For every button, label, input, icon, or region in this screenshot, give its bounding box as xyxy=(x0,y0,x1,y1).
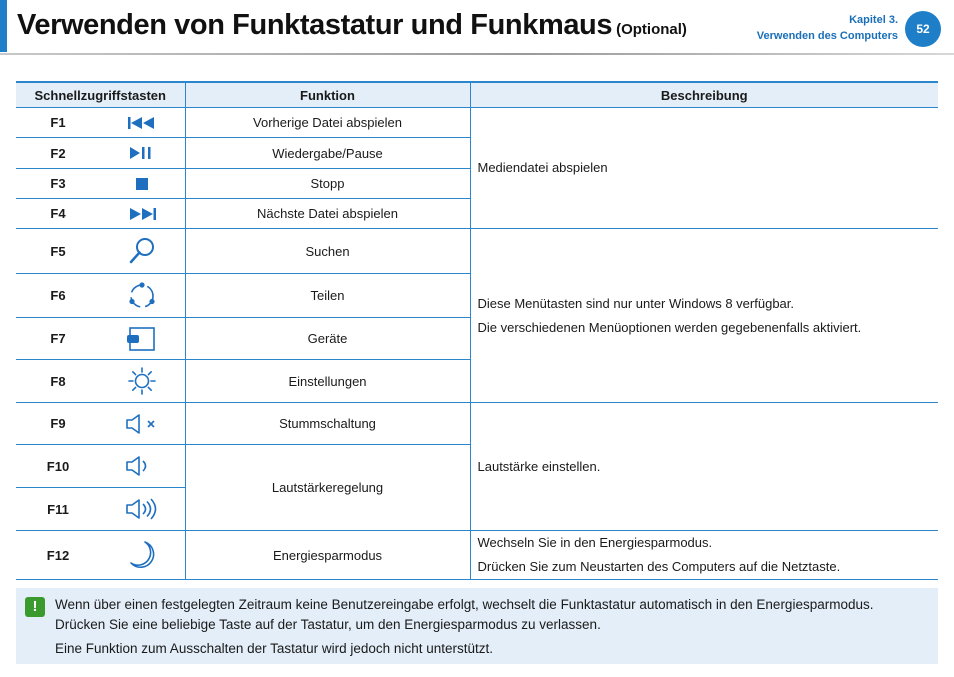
description-media xyxy=(470,108,938,229)
search-icon xyxy=(100,229,185,274)
column-header-description: Beschreibung xyxy=(470,82,938,108)
page-title xyxy=(17,9,687,42)
function-cell: Energiesparmodus xyxy=(185,531,470,580)
key-label: F8 xyxy=(16,360,100,403)
description-line: Diese Menütasten sind nur unter Windows 8 verfügbar. xyxy=(477,295,795,311)
stop-icon xyxy=(100,169,185,199)
key-label: F10 xyxy=(16,445,100,488)
play-pause-icon xyxy=(100,138,185,169)
function-cell: Vorherige Datei abspielen xyxy=(185,108,470,138)
description-line: Drücken Sie zum Neustarten des Computers auf die Netztaste. xyxy=(477,559,841,574)
key-label: F1 xyxy=(16,108,100,138)
table-row xyxy=(16,108,938,138)
function-cell: Einstellungen xyxy=(185,360,470,403)
volume-up-icon xyxy=(100,488,185,531)
function-cell: Teilen xyxy=(185,274,470,318)
description-line: Lautstärke einstellen. xyxy=(477,458,601,474)
key-label: F7 xyxy=(16,318,100,360)
chapter-label: Kapitel 3. xyxy=(849,14,898,26)
key-label: F4 xyxy=(16,199,100,229)
page-title-suffix: (Optional) xyxy=(616,21,687,38)
note-box xyxy=(16,588,938,664)
function-key-table xyxy=(16,81,938,580)
function-cell: Wiedergabe/Pause xyxy=(185,138,470,169)
devices-icon xyxy=(100,318,185,360)
settings-icon xyxy=(100,360,185,403)
table-header-row xyxy=(16,82,938,108)
note-line: Wenn über einen festgelegten Zeitraum keine Benutzereingabe erfolgt, wechselt die Funktastatur automatisch in den Energiesparmodus. Drücken Sie eine beliebige Taste auf der Tastatur, um den Energiesparmodus zu verlassen. xyxy=(55,597,874,632)
page-title-text: Verwenden von Funktastatur und Funkmaus xyxy=(17,9,613,41)
column-header-function: Funktion xyxy=(185,82,470,108)
mute-icon xyxy=(100,403,185,445)
description-menu xyxy=(470,229,938,403)
function-cell: Stopp xyxy=(185,169,470,199)
table-row xyxy=(16,229,938,274)
volume-down-icon xyxy=(100,445,185,488)
chapter-name: Verwenden des Computers xyxy=(756,30,898,42)
key-label: F6 xyxy=(16,274,100,318)
header-divider xyxy=(0,53,954,55)
moon-icon xyxy=(100,531,185,580)
page-number-badge: 52 xyxy=(905,11,941,47)
key-label: F9 xyxy=(16,403,100,445)
function-cell: Nächste Datei abspielen xyxy=(185,199,470,229)
header-accent-bar xyxy=(0,0,7,52)
note-text xyxy=(55,595,925,659)
description-volume xyxy=(470,403,938,531)
note-line: Eine Funktion zum Ausschalten der Tastatur wird jedoch nicht unterstützt. xyxy=(55,641,493,656)
description-sleep xyxy=(470,531,938,580)
key-label: F2 xyxy=(16,138,100,169)
next-track-icon xyxy=(100,199,185,229)
description-line: Mediendatei abspielen xyxy=(477,160,608,175)
function-cell: Lautstärkeregelung xyxy=(185,445,470,531)
share-icon xyxy=(100,274,185,318)
exclamation-icon: ! xyxy=(25,597,45,617)
description-line: Die verschiedenen Menüoptionen werden gegebenenfalls aktiviert. xyxy=(477,319,862,335)
function-cell: Stummschaltung xyxy=(185,403,470,445)
previous-track-icon xyxy=(100,108,185,138)
function-cell: Geräte xyxy=(185,318,470,360)
key-label: F3 xyxy=(16,169,100,199)
table-row xyxy=(16,403,938,445)
chapter-info xyxy=(757,12,898,44)
key-label: F11 xyxy=(16,488,100,531)
description-line: Wechseln Sie in den Energiesparmodus. xyxy=(477,535,713,550)
table-row xyxy=(16,531,938,580)
key-label: F5 xyxy=(16,229,100,274)
column-header-keys: Schnellzugriffstasten xyxy=(16,82,185,108)
function-cell: Suchen xyxy=(185,229,470,274)
key-label: F12 xyxy=(16,531,100,580)
